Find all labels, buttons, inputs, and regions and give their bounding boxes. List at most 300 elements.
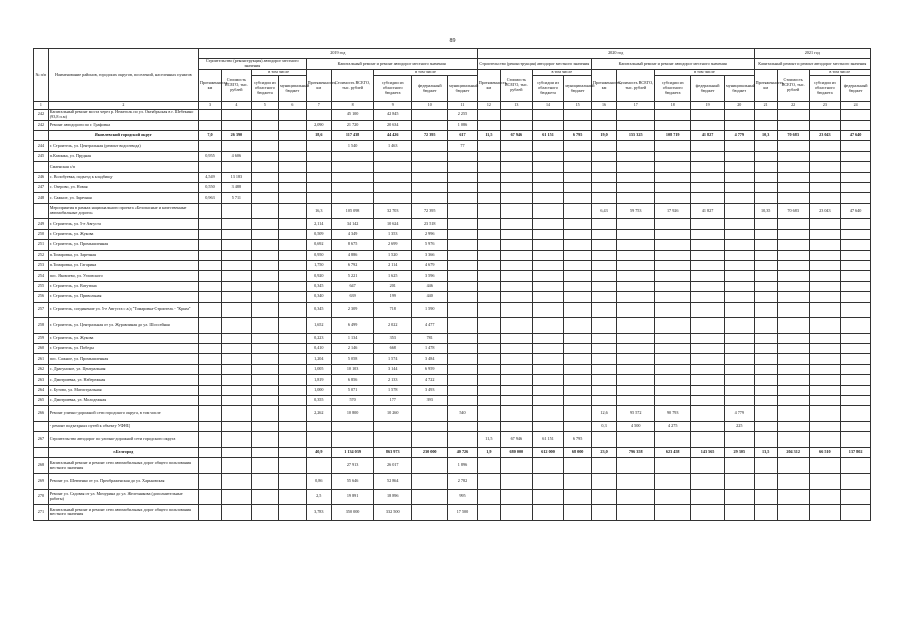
column-index: 22 <box>777 102 809 110</box>
row-value: 1,9 <box>477 448 500 458</box>
row-value <box>591 183 616 193</box>
h-muni: муниципальный бюджет <box>448 76 478 102</box>
row-value <box>532 240 564 250</box>
row-value <box>809 240 841 250</box>
row-value: 44 426 <box>374 131 412 141</box>
row-value <box>841 375 871 385</box>
row-value <box>477 250 500 260</box>
row-value <box>564 203 591 219</box>
row-value: 1,819 <box>306 375 331 385</box>
row-value <box>754 172 777 182</box>
row-value: 446 <box>412 281 448 291</box>
row-value <box>617 385 655 395</box>
row-value <box>477 229 500 239</box>
table-row <box>34 120 871 130</box>
row-value <box>279 292 306 302</box>
row-value <box>691 364 725 374</box>
row-value <box>500 229 532 239</box>
row-value: 4 275 <box>655 422 691 432</box>
row-value <box>691 302 725 318</box>
row-number: 264 <box>34 385 49 395</box>
row-value <box>591 364 616 374</box>
row-value <box>477 203 500 219</box>
row-value <box>617 302 655 318</box>
row-value: 18,6 <box>306 131 331 141</box>
row-value <box>306 141 331 151</box>
row-value <box>564 240 591 250</box>
row-value <box>655 302 691 318</box>
row-value: 225 <box>724 422 754 432</box>
row-value <box>279 183 306 193</box>
row-value <box>777 344 809 354</box>
row-value <box>448 183 478 193</box>
row-value <box>617 489 655 505</box>
row-value: 6 795 <box>564 432 591 448</box>
row-value <box>500 271 532 281</box>
row-value <box>691 432 725 448</box>
row-value <box>591 281 616 291</box>
row-value: 10 624 <box>374 219 412 229</box>
row-value: 0,920 <box>306 271 331 281</box>
row-value <box>777 505 809 521</box>
row-value <box>591 473 616 489</box>
row-value <box>251 432 278 448</box>
row-value <box>564 473 591 489</box>
row-number: 244 <box>34 141 49 151</box>
column-index: 13 <box>500 102 532 110</box>
row-value <box>448 151 478 161</box>
row-value <box>448 292 478 302</box>
row-value: 27 913 <box>331 458 373 474</box>
row-value: 6 795 <box>564 131 591 141</box>
row-value <box>777 354 809 364</box>
row-value: 77 <box>448 141 478 151</box>
row-value <box>279 432 306 448</box>
row-name: Мероприятия в рамках национального проекта «Безопасные и качественные автомобильные дороги» <box>48 203 198 219</box>
row-value: 143 565 <box>691 448 725 458</box>
row-value <box>809 432 841 448</box>
row-value <box>655 385 691 395</box>
row-value <box>724 385 754 395</box>
row-value <box>691 422 725 432</box>
row-value <box>251 240 278 250</box>
table-row <box>34 432 871 448</box>
table-row <box>34 281 871 291</box>
row-value <box>691 260 725 270</box>
row-value: 67 946 <box>500 131 532 141</box>
row-value <box>251 292 278 302</box>
row-name: с. Волобуевка, подъезд к кладбищу <box>48 172 198 182</box>
row-value <box>841 260 871 270</box>
h-fed: федеральный бюджет <box>841 76 871 102</box>
row-value <box>500 183 532 193</box>
row-value <box>279 318 306 334</box>
row-value: 155 325 <box>617 131 655 141</box>
row-value <box>754 219 777 229</box>
row-value <box>724 250 754 260</box>
row-value <box>617 183 655 193</box>
row-value: 4 886 <box>331 250 373 260</box>
row-value <box>754 473 777 489</box>
row-value <box>279 260 306 270</box>
row-value <box>251 302 278 318</box>
row-value <box>809 229 841 239</box>
row-value <box>222 396 252 406</box>
row-value: 647 <box>331 281 373 291</box>
row-value <box>564 396 591 406</box>
row-value: 3 493 <box>412 385 448 395</box>
row-value <box>617 151 655 161</box>
row-value <box>477 318 500 334</box>
row-value <box>198 458 221 474</box>
row-value: 6 792 <box>331 260 373 270</box>
row-value: 5 221 <box>331 271 373 281</box>
row-value <box>564 458 591 474</box>
row-value: 13 183 <box>222 172 252 182</box>
row-value <box>477 473 500 489</box>
row-value <box>655 110 691 121</box>
row-value: 2 255 <box>448 110 478 121</box>
row-value <box>841 281 871 291</box>
row-number: 259 <box>34 333 49 343</box>
row-value <box>222 302 252 318</box>
row-name: п.Казинка, ул. Прудная <box>48 151 198 161</box>
row-value <box>724 141 754 151</box>
row-value <box>448 354 478 364</box>
row-value: 55 646 <box>331 473 373 489</box>
row-value <box>279 422 306 432</box>
row-value: 0,345 <box>306 281 331 291</box>
row-value <box>655 333 691 343</box>
row-value <box>222 505 252 521</box>
row-value: 540 <box>448 406 478 422</box>
row-name: Ремонт улично-дорожной сети городского округа, в том числе <box>48 406 198 422</box>
row-value: 5 058 <box>331 354 373 364</box>
row-value <box>754 120 777 130</box>
row-value <box>448 333 478 343</box>
row-value <box>532 271 564 281</box>
row-value <box>754 193 777 203</box>
row-value <box>306 172 331 182</box>
row-value <box>655 281 691 291</box>
row-value: 16,3 <box>306 203 331 219</box>
row-value <box>617 260 655 270</box>
row-value <box>564 292 591 302</box>
row-value <box>724 354 754 364</box>
row-value <box>724 375 754 385</box>
row-value <box>655 260 691 270</box>
row-value <box>777 406 809 422</box>
row-value: 23 518 <box>412 219 448 229</box>
row-value <box>777 292 809 302</box>
row-value <box>841 473 871 489</box>
table-row <box>34 229 871 239</box>
row-value <box>500 302 532 318</box>
row-value <box>198 120 221 130</box>
row-value <box>412 151 448 161</box>
row-value <box>477 333 500 343</box>
row-value <box>279 131 306 141</box>
row-value: 2,090 <box>306 120 331 130</box>
row-value <box>809 354 841 364</box>
row-value <box>477 354 500 364</box>
row-value <box>477 151 500 161</box>
row-value <box>841 302 871 318</box>
row-value <box>306 432 331 448</box>
row-value <box>251 183 278 193</box>
row-value <box>374 183 412 193</box>
table-row <box>34 302 871 318</box>
row-value <box>777 260 809 270</box>
row-value <box>564 489 591 505</box>
h-incl: в том числе <box>251 70 306 76</box>
row-value <box>655 120 691 130</box>
row-value <box>477 162 500 172</box>
row-value: 4 779 <box>724 131 754 141</box>
row-value <box>809 333 841 343</box>
row-value: 108 719 <box>655 131 691 141</box>
row-value <box>841 240 871 250</box>
row-value <box>617 193 655 203</box>
row-name: с. Бутово, ул. Магистральная <box>48 385 198 395</box>
row-value <box>841 141 871 151</box>
row-value <box>754 151 777 161</box>
row-value <box>198 422 221 432</box>
table-row <box>34 489 871 505</box>
row-value: 1 134 <box>331 333 373 343</box>
column-index: 21 <box>754 102 777 110</box>
row-value: 2 996 <box>412 229 448 239</box>
row-value <box>477 183 500 193</box>
row-name: п.Томаровка, ул. Заречная <box>48 250 198 260</box>
row-value <box>448 229 478 239</box>
row-value: 0,340 <box>306 292 331 302</box>
row-value <box>532 203 564 219</box>
row-value <box>691 505 725 521</box>
row-value <box>331 183 373 193</box>
row-value <box>198 229 221 239</box>
row-value: 11,5 <box>477 131 500 141</box>
row-value <box>532 318 564 334</box>
row-value <box>500 193 532 203</box>
column-index: 6 <box>279 102 306 110</box>
row-value <box>251 318 278 334</box>
row-number: 252 <box>34 250 49 260</box>
row-value <box>777 385 809 395</box>
col-n: № п/п <box>34 49 49 102</box>
row-value <box>477 120 500 130</box>
row-value <box>754 318 777 334</box>
row-value <box>251 193 278 203</box>
column-index: 8 <box>331 102 373 110</box>
group-build-2020: Строительство (реконструкция) автодорог местного значения <box>477 59 591 70</box>
row-value: 199 <box>374 292 412 302</box>
row-number: 261 <box>34 354 49 364</box>
row-value <box>809 110 841 121</box>
row-value <box>564 281 591 291</box>
row-value <box>564 422 591 432</box>
row-value <box>754 406 777 422</box>
row-value <box>412 120 448 130</box>
row-value: 68 000 <box>564 448 591 458</box>
row-value <box>500 364 532 374</box>
row-value <box>279 344 306 354</box>
row-value: 59 753 <box>617 203 655 219</box>
row-value <box>198 354 221 364</box>
row-value: 4,549 <box>198 172 221 182</box>
row-value <box>448 318 478 334</box>
row-value <box>477 141 500 151</box>
column-index: 23 <box>809 102 841 110</box>
row-value <box>724 260 754 270</box>
table-row <box>34 250 871 260</box>
row-value <box>279 489 306 505</box>
row-value <box>448 281 478 291</box>
h-cost: Стоимость ВСЕГО, тыс. рублей <box>500 70 532 102</box>
col-name: Наименование районов, городских округов, поселений, населенных пунктов <box>48 49 198 102</box>
row-value <box>591 193 616 203</box>
row-value <box>841 120 871 130</box>
row-value <box>655 240 691 250</box>
row-value: 0,345 <box>306 302 331 318</box>
row-value <box>500 505 532 521</box>
row-value <box>412 162 448 172</box>
row-value <box>777 193 809 203</box>
row-value: 8 675 <box>331 240 373 250</box>
row-value <box>655 193 691 203</box>
row-value <box>279 271 306 281</box>
row-value <box>532 151 564 161</box>
row-value <box>251 489 278 505</box>
row-value: 42 845 <box>374 110 412 121</box>
row-value <box>809 318 841 334</box>
row-value <box>477 302 500 318</box>
row-value <box>777 281 809 291</box>
row-value <box>500 489 532 505</box>
row-value <box>655 354 691 364</box>
row-value <box>754 422 777 432</box>
table-row <box>34 193 871 203</box>
row-value <box>251 219 278 229</box>
row-value <box>591 354 616 364</box>
row-value <box>279 302 306 318</box>
row-value <box>777 396 809 406</box>
row-value <box>279 396 306 406</box>
row-value <box>198 250 221 260</box>
row-value: 0,692 <box>306 240 331 250</box>
column-index: 4 <box>222 102 252 110</box>
row-value <box>691 162 725 172</box>
row-value <box>777 240 809 250</box>
row-value <box>777 151 809 161</box>
row-value <box>754 432 777 448</box>
h-length: Протяженность, км <box>477 70 500 102</box>
row-value <box>724 172 754 182</box>
h-fed: федеральный бюджет <box>691 76 725 102</box>
column-index: 15 <box>564 102 591 110</box>
row-value: 1 353 <box>374 229 412 239</box>
row-value <box>477 422 500 432</box>
row-value <box>477 406 500 422</box>
row-value <box>777 229 809 239</box>
row-value: 1 625 <box>374 271 412 281</box>
page-number: 89 <box>449 38 456 44</box>
row-value <box>591 505 616 521</box>
table-header <box>34 49 871 110</box>
row-value: 0,955 <box>198 151 221 161</box>
row-value: 2,262 <box>306 406 331 422</box>
row-value <box>448 172 478 182</box>
row-value: 4 722 <box>412 375 448 385</box>
table-row <box>34 172 871 182</box>
row-value <box>591 458 616 474</box>
row-value <box>809 364 841 374</box>
row-value <box>591 260 616 270</box>
row-value <box>691 406 725 422</box>
row-number: 265 <box>34 396 49 406</box>
row-value <box>412 141 448 151</box>
row-value <box>617 110 655 121</box>
row-value <box>222 385 252 395</box>
row-value <box>564 151 591 161</box>
table-row <box>34 318 871 334</box>
table-row <box>34 260 871 270</box>
row-value <box>591 318 616 334</box>
row-value <box>777 302 809 318</box>
row-value <box>809 302 841 318</box>
row-value <box>724 162 754 172</box>
row-value: 995 <box>448 489 478 505</box>
row-value <box>251 203 278 219</box>
column-index: 2 <box>48 102 198 110</box>
row-value <box>754 162 777 172</box>
row-value <box>655 364 691 374</box>
row-value <box>500 219 532 229</box>
row-number: 242 <box>34 110 49 121</box>
row-value <box>374 193 412 203</box>
row-value: 2 022 <box>374 318 412 334</box>
row-value <box>500 162 532 172</box>
row-value <box>222 432 252 448</box>
row-value <box>500 406 532 422</box>
row-value <box>198 432 221 448</box>
row-value <box>564 193 591 203</box>
row-value <box>251 375 278 385</box>
column-index: 20 <box>724 102 754 110</box>
row-value <box>198 260 221 270</box>
row-value <box>448 422 478 432</box>
row-value <box>500 344 532 354</box>
row-value <box>591 292 616 302</box>
row-value: 3 484 <box>412 354 448 364</box>
row-name: пос. Сажное, ул. Промышленная <box>48 354 198 364</box>
h-cost: Стоимость ВСЕГО, тыс. рублей <box>222 70 252 102</box>
row-value <box>809 172 841 182</box>
row-value <box>532 364 564 374</box>
table-row <box>34 141 871 151</box>
row-value: 4 679 <box>412 260 448 270</box>
table-row <box>34 505 871 521</box>
row-value <box>564 120 591 130</box>
row-value: 70 683 <box>777 203 809 219</box>
row-value <box>691 271 725 281</box>
row-value <box>655 162 691 172</box>
row-number <box>34 162 49 172</box>
row-value <box>564 385 591 395</box>
row-value <box>564 260 591 270</box>
row-value <box>198 302 221 318</box>
row-value <box>724 333 754 343</box>
